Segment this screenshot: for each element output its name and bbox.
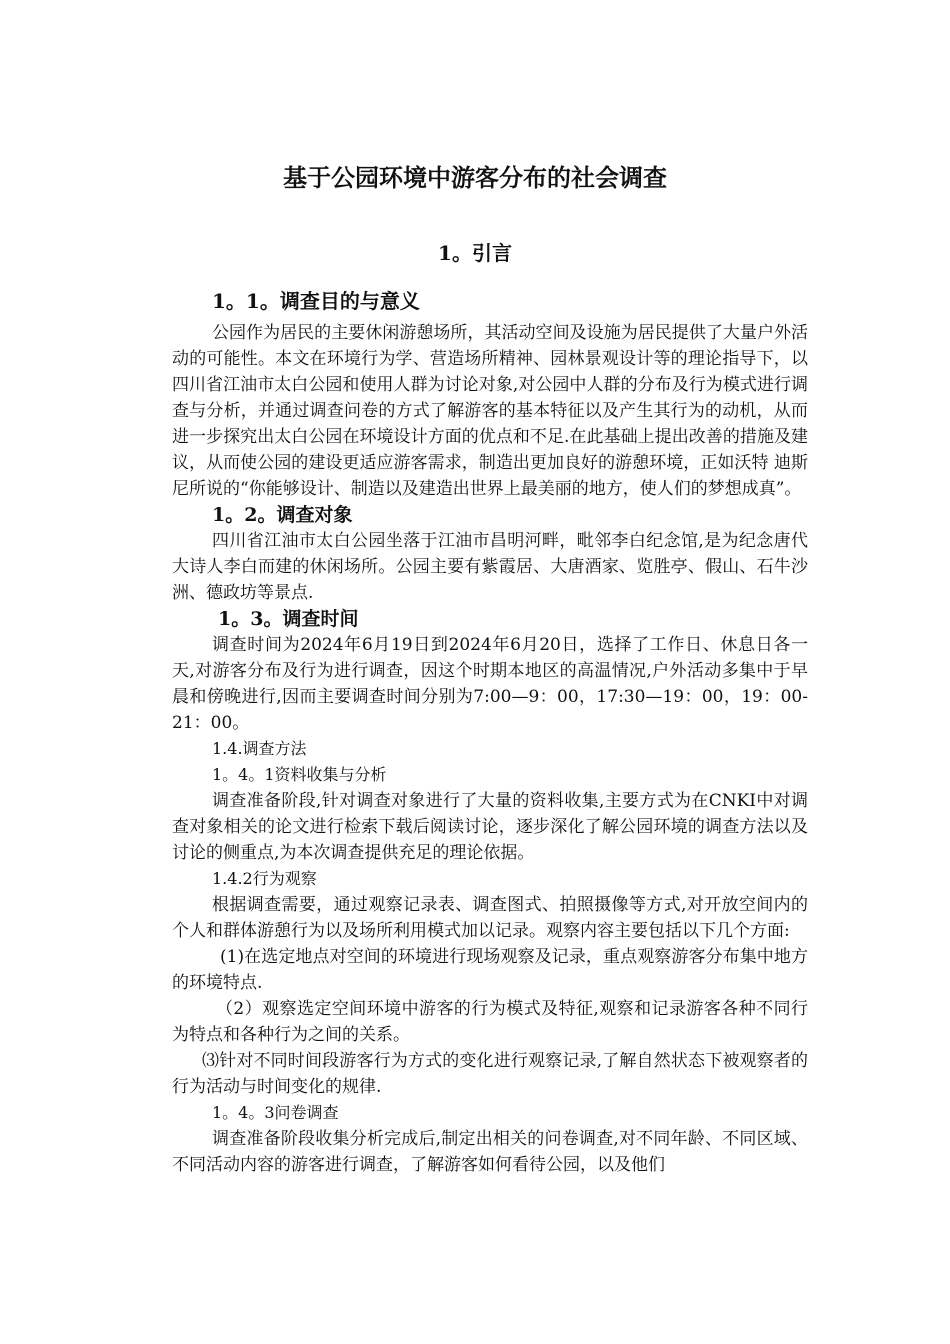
paragraph-questionnaire: 调查准备阶段收集分析完成后,制定出相关的问卷调查,对不同年龄、不同区域、不同活动内容的游客进行调查，了解游客如何看待公园，以及他们 (172, 1129, 808, 1175)
paragraph-survey-purpose: 公园作为居民的主要休闲游憩场所，其活动空间及设施为居民提供了大量户外活动的可能性。本文在环境行为学、营造场所精神、园林景观设计等的理论指导下，以四川省江油市太白公园和使用人群为讨论对象,对公园中人群的分布及行为模式进行调查与分析，并通过调查问卷的方式了解游客的基本特征以及产生其行为的动机，从而进一步探究出太白公园在环境设计方面的优点和不足.在此基础上提出改善的措施及建议，从而使公园的建设更适应游客需求，制造出更加良好的游憩环境，正如沃特 迪斯尼所说的“你能够设计、制造以及建造出世界上最美丽的地方，使人们的梦想成真”。 (172, 323, 808, 499)
heading-survey-purpose: 1。1。调查目的与意义 (212, 289, 420, 313)
heading-behavior-observation: 1.4.2行为观察 (212, 869, 317, 888)
document-title: 基于公园环境中游客分布的社会调查 (283, 164, 667, 192)
heading-data-collection: 1。4。1资料收集与分析 (212, 765, 387, 784)
section-heading-introduction: 1。引言 (438, 241, 512, 265)
list-item-observation-3: ⑶针对不同时间段游客行为方式的变化进行观察记录,了解自然状态下被观察者的行为活动与时间变化的规律. (172, 1051, 808, 1097)
heading-questionnaire: 1。4。3问卷调查 (212, 1103, 339, 1122)
heading-survey-time: 1。3。调查时间 (218, 608, 359, 630)
heading-survey-method: 1.4.调查方法 (212, 739, 307, 758)
heading-survey-object: 1。2。调查对象 (212, 504, 353, 526)
list-item-observation-1: (1)在选定地点对空间的环境进行现场观察及记录，重点观察游客分布集中地方的环境特点. (172, 947, 808, 993)
paragraph-data-collection: 调查准备阶段,针对调查对象进行了大量的资料收集,主要方式为在CNKI中对调查对象相关的论文进行检索下载后阅读讨论，逐步深化了解公园环境的调查方法以及讨论的侧重点,为本次调查提供充足的理论依据。 (172, 791, 808, 863)
paragraph-survey-time: 调查时间为2024年6月19日到2024年6月20日，选择了工作日、休息日各一天,对游客分布及行为进行调查，因这个时期本地区的高温情况,户外活动多集中于早晨和傍晚进行,因而主要调查时间分别为7:00—9：00，17:30—19：00，19：00-21：00。 (172, 635, 808, 733)
paragraph-survey-object: 四川省江油市太白公园坐落于江油市昌明河畔，毗邻李白纪念馆,是为纪念唐代大诗人李白而建的休闲场所。公园主要有紫霞居、大唐酒家、览胜亭、假山、石牛沙洲、德政坊等景点. (172, 531, 808, 603)
paragraph-behavior-observation: 根据调查需要，通过观察记录表、调查图式、拍照摄像等方式,对开放空间内的个人和群体游憩行为以及场所利用模式加以记录。观察内容主要包括以下几个方面: (172, 895, 808, 941)
document-body (172, 286, 808, 1178)
list-item-observation-2: （2）观察选定空间环境中游客的行为模式及特征,观察和记录游客各种不同行为特点和各种行为之间的关系。 (172, 999, 808, 1045)
